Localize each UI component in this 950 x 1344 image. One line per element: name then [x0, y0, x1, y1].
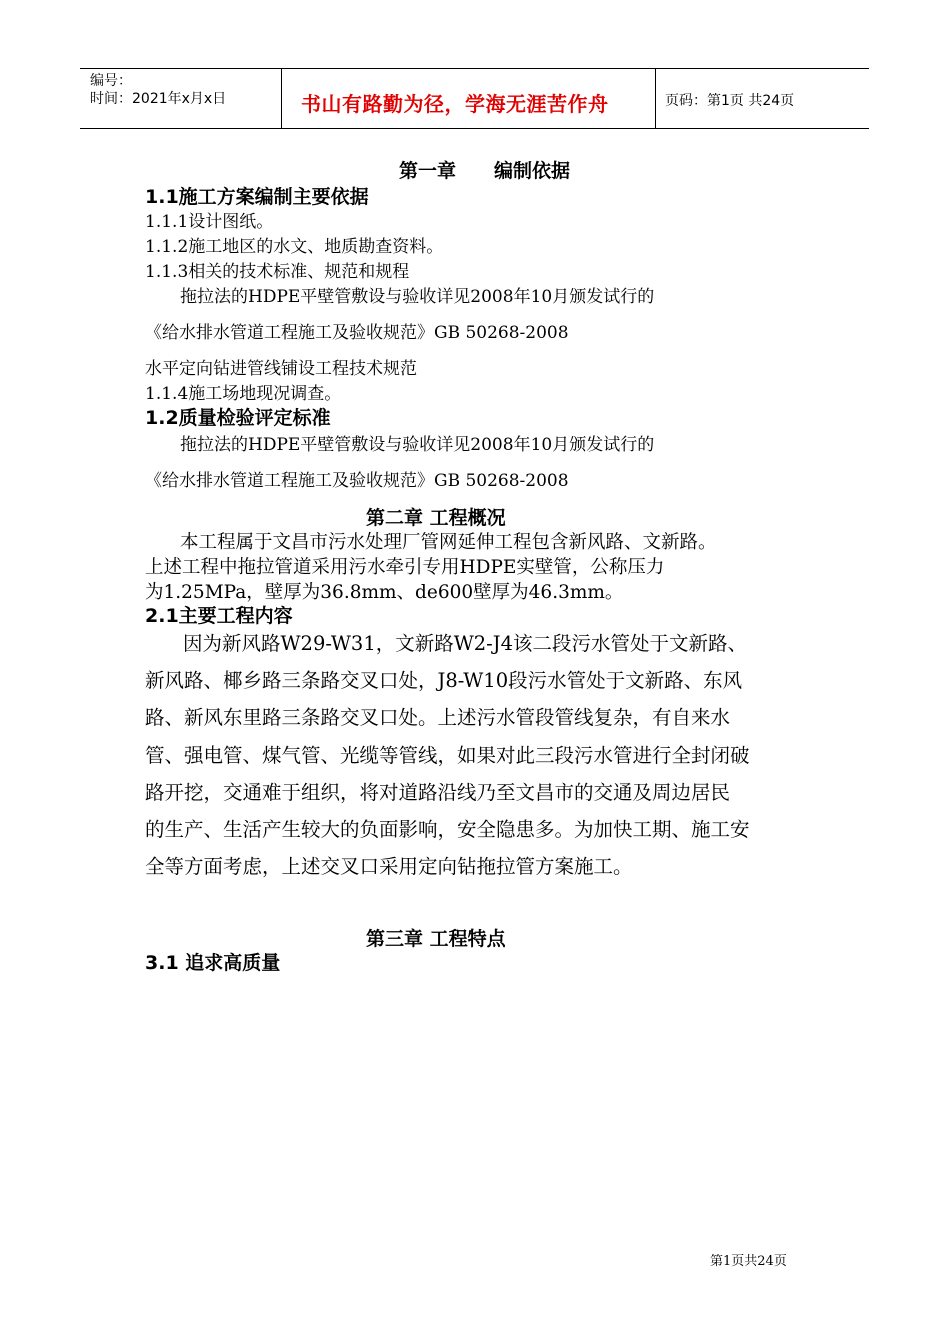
header-page-info: 页码：第1页 共24页	[665, 93, 795, 109]
paragraph-line: 上述工程中拖拉管道采用污水牵引专用HDPE实壁管，公称压力	[145, 557, 665, 578]
paragraph-line: 为1.25MPa，壁厚为36.8mm、de600壁厚为46.3mm。	[145, 582, 624, 603]
paragraph-line: 拖拉法的HDPE平壁管敷设与验收详见2008年10月颁发试行的	[180, 435, 655, 455]
document-number-label: 编号：	[90, 73, 132, 89]
item-1-1-1: 1.1.1设计图纸。	[145, 212, 274, 232]
section-1-2-heading: 1.2质量检验评定标准	[145, 407, 331, 429]
body-line: 路开挖，交通难于组织，将对道路沿线乃至文昌市的交通及周边居民	[145, 781, 731, 804]
paragraph-line: 本工程属于文昌市污水处理厂管网延伸工程包含新风路、文新路。	[180, 532, 717, 553]
document-date-label: 时间：2021年x月x日	[90, 91, 227, 107]
body-line: 因为新风路W29-W31，文新路W2-J4该二段污水管处于文新路、	[183, 632, 747, 655]
header-top-rule	[80, 68, 869, 69]
page-footer: 第1页共24页	[710, 1254, 787, 1269]
item-1-1-4: 1.1.4施工场地现况调查。	[145, 384, 342, 404]
header-divider-right	[655, 68, 656, 129]
section-2-1-heading: 2.1主要工程内容	[145, 605, 293, 627]
body-line: 的生产、生活产生较大的负面影响，安全隐患多。为加快工期、施工安	[145, 818, 750, 841]
chapter-2-title: 第二章 工程概况	[366, 507, 506, 529]
body-line: 新风路、椰乡路三条路交叉口处，J8-W10段污水管处于文新路、东风	[145, 669, 743, 692]
paragraph-line: 水平定向钻进管线铺设工程技术规范	[145, 359, 417, 379]
body-line: 路、新风东里路三条路交叉口处。上述污水管段管线复杂，有自来水	[145, 706, 731, 729]
chapter-1-title: 第一章 编制依据	[399, 160, 571, 182]
item-1-1-2: 1.1.2施工地区的水文、地质勘查资料。	[145, 237, 444, 257]
header-divider-left	[281, 68, 282, 129]
section-1-1-heading: 1.1施工方案编制主要依据	[145, 186, 369, 208]
header-motto: 书山有路勤为径，学海无涯苦作舟	[301, 92, 609, 116]
paragraph-line: 《给水排水管道工程施工及验收规范》GB 50268-2008	[145, 471, 569, 491]
body-line: 全等方面考虑，上述交叉口采用定向钻拖拉管方案施工。	[145, 855, 633, 878]
chapter-3-title: 第三章 工程特点	[366, 928, 506, 950]
paragraph-line: 拖拉法的HDPE平壁管敷设与验收详见2008年10月颁发试行的	[180, 287, 655, 307]
paragraph-line: 《给水排水管道工程施工及验收规范》GB 50268-2008	[145, 323, 569, 343]
section-3-1-heading: 3.1 追求高质量	[145, 952, 281, 974]
body-line: 管、强电管、煤气管、光缆等管线，如果对此三段污水管进行全封闭破	[145, 744, 750, 767]
header-bottom-rule	[80, 128, 869, 129]
item-1-1-3: 1.1.3相关的技术标准、规范和规程	[145, 262, 410, 282]
